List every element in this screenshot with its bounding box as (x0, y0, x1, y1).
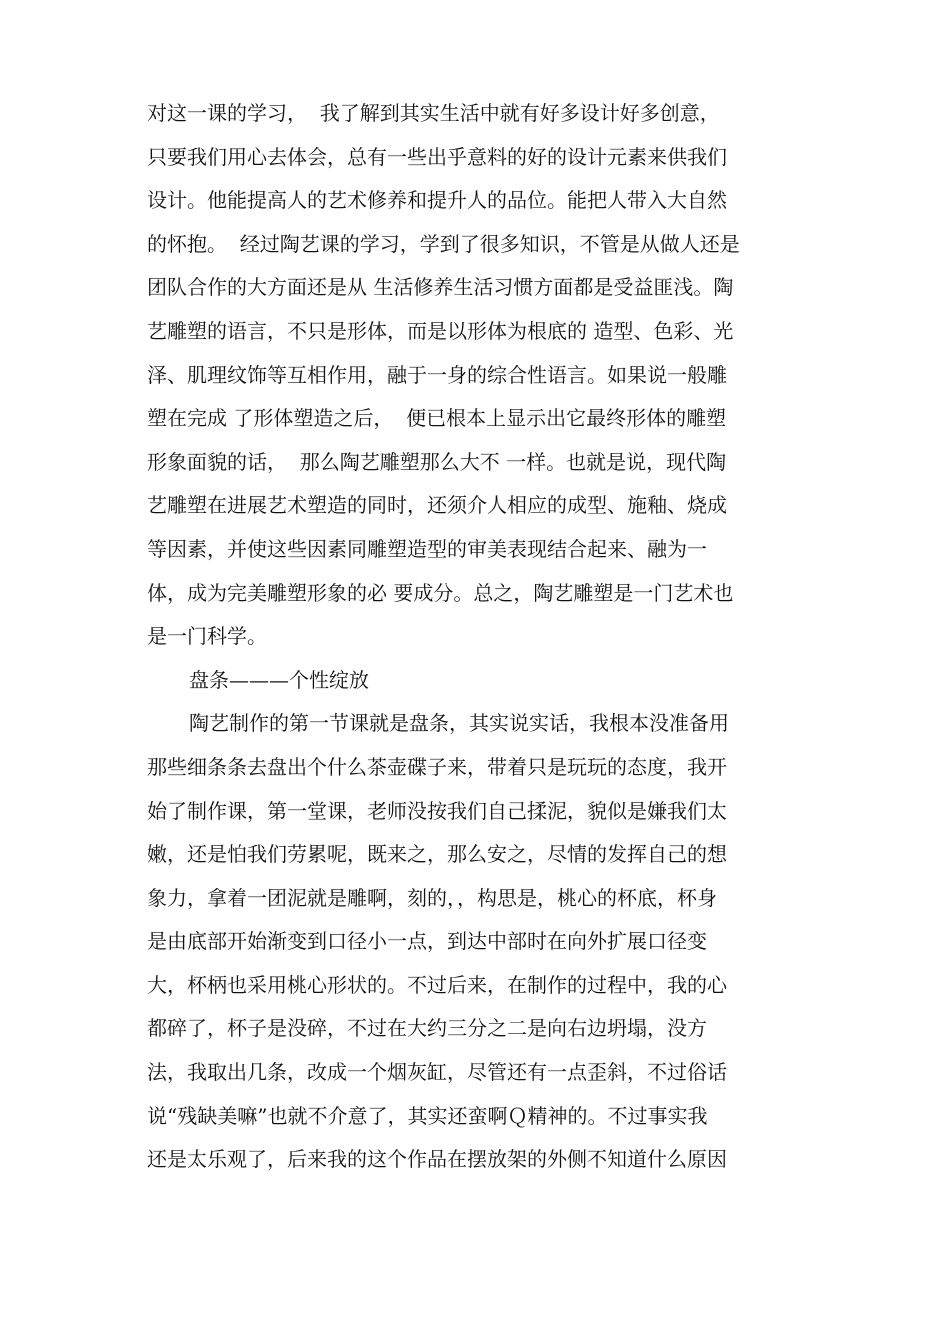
text-line: 嫩，还是怕我们劳累呢，既来之，那么安之，尽情的发挥自己的想 (147, 842, 727, 867)
text-line: 象力，拿着一团泥就是雕啊，刻的，，构思是，桃心的杯底，杯身 (147, 885, 717, 910)
text-line: 始了制作课，第一堂课，老师没按我们自己揉泥，貌似是嫌我们太 (147, 798, 727, 823)
text-line: 设计。他能提高人的艺术修养和提升人的品位。能把人带入大自然 (147, 188, 727, 213)
text-line: 法，我取出几条，改成一个烟灰缸，尽管还有一点歪斜，不过俗话 (147, 1060, 727, 1085)
body-text (147, 92, 817, 1182)
text-line: 陶艺制作的第一节课就是盘条，其实说实话，我根本没准备用 (189, 711, 729, 736)
text-line: 形象面貌的话， 那么陶艺雕塑那么大不 一样。也就是说，现代陶 (147, 449, 727, 474)
text-line: 还是太乐观了，后来我的这个作品在摆放架的外侧不知道什么原因 (147, 1147, 727, 1172)
text-line: 那些细条条去盘出个什么茶壶碟子来，带着只是玩玩的态度，我开 (147, 754, 727, 779)
text-line: 艺雕塑的语言，不只是形体，而是以形体为根底的 造型、色彩、光 (147, 318, 734, 343)
text-line: 都碎了，杯子是没碎，不过在大约三分之二是向右边坍塌，没方 (147, 1016, 707, 1041)
text-line: 是一门科学。 (147, 624, 267, 649)
text-line: 只要我们用心去体会，总有一些出乎意料的好的设计元素来供我们 (147, 144, 727, 169)
text-line: 的怀抱。 经过陶艺课的学习，学到了很多知识，不管是从做人还是 (147, 231, 740, 256)
text-line: 说“残缺美嘛”也就不介意了，其实还蛮啊Ｑ精神的。不过事实我 (147, 1103, 708, 1128)
text-line: 团队合作的大方面还是从 生活修养生活习惯方面都是受益匪浅。陶 (147, 275, 734, 300)
text-line: 体，成为完美雕塑形象的必 要成分。总之，陶艺雕塑是一门艺术也 (147, 580, 734, 605)
text-line: 泽、肌理纹饰等互相作用，融于一身的综合性语言。如果说一般雕 (147, 362, 727, 387)
section-heading: 盘条———个性绽放 (189, 667, 369, 692)
text-line: 大，杯柄也采用桃心形状的。不过后来，在制作的过程中，我的心 (147, 972, 727, 997)
text-line: 艺雕塑在进展艺术塑造的同时，还须介人相应的成型、施釉、烧成 (147, 493, 727, 518)
text-line: 是由底部开始渐变到口径小一点，到达中部时在向外扩展口径变 (147, 929, 707, 954)
text-line: 对这一课的学习， 我了解到其实生活中就有好多设计好多创意， (147, 101, 720, 125)
text-line: 塑在完成 了形体塑造之后， 便已根本上显示出它最终形体的雕塑 (147, 406, 727, 431)
text-line: 等因素，并使这些因素同雕塑造型的审美表现结合起来、融为一 (147, 536, 707, 561)
